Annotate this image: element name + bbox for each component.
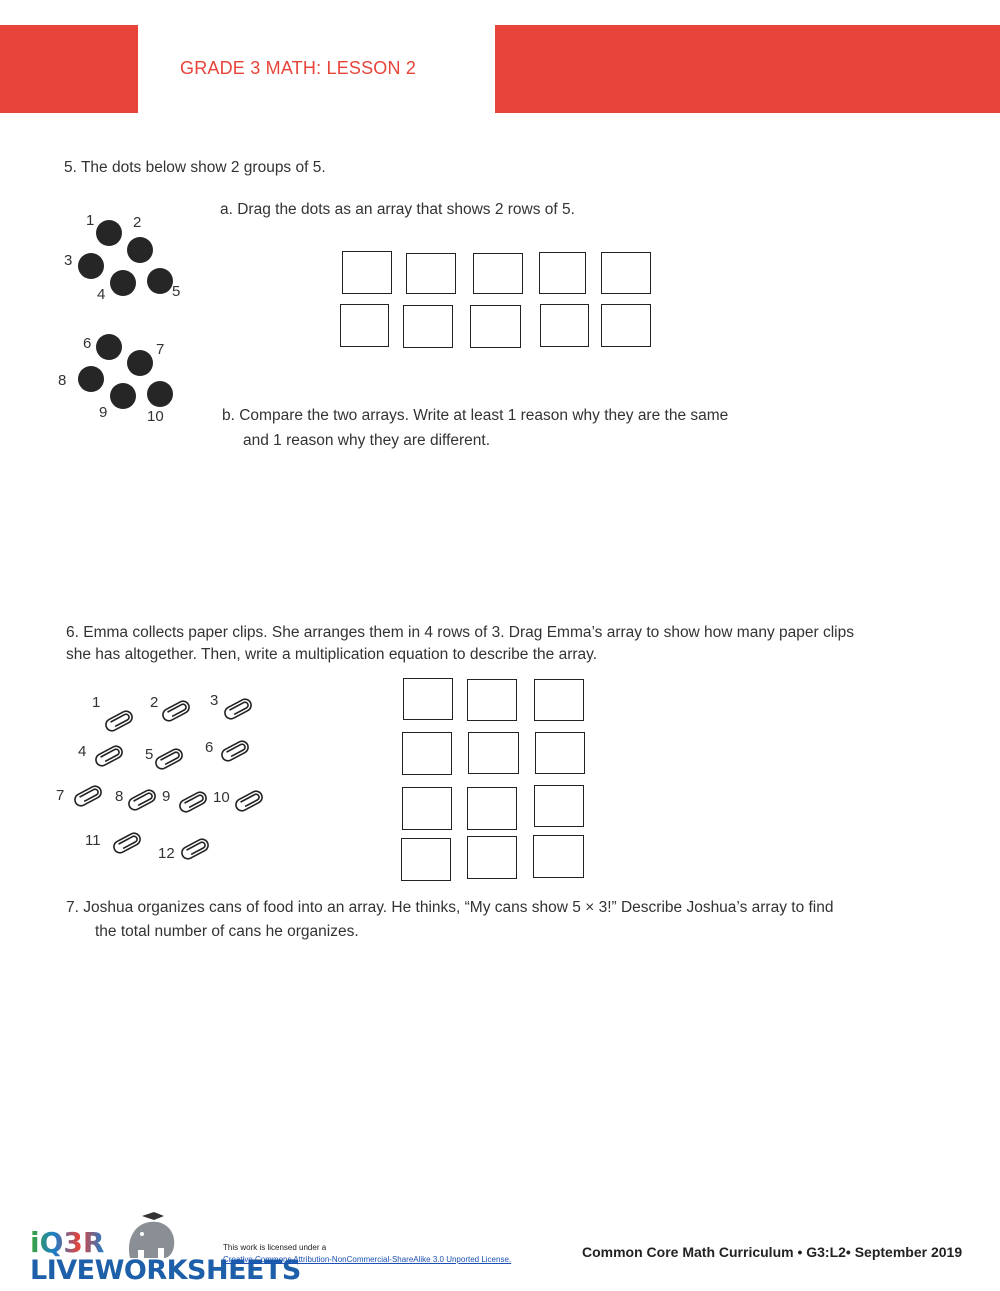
q6-drop-box-r1c2[interactable]	[467, 679, 517, 721]
q6-drop-box-r4c3[interactable]	[533, 835, 584, 878]
page-title: GRADE 3 MATH: LESSON 2	[180, 58, 417, 78]
paper-clip-icon-2[interactable]	[160, 700, 192, 722]
dot-label-2: 2	[133, 214, 142, 231]
q5-drop-box-r2c5[interactable]	[601, 304, 651, 347]
q5-drop-box-r2c4[interactable]	[540, 304, 589, 347]
paper-clip-icon-3[interactable]	[222, 698, 254, 720]
clip-label-10: 10	[213, 789, 230, 806]
q5-part-b-line2: and 1 reason why they are different.	[243, 432, 491, 449]
clip-label-8: 8	[115, 788, 124, 805]
q6-drop-box-r4c1[interactable]	[401, 838, 451, 881]
drag-dot-2[interactable]	[127, 237, 153, 263]
q6-drop-box-r4c2[interactable]	[467, 836, 517, 879]
paper-clip-icon-6[interactable]	[219, 740, 251, 762]
q5-drop-box-r2c1[interactable]	[340, 304, 389, 347]
header-band-left	[0, 25, 138, 113]
q5-drop-box-r2c2[interactable]	[403, 305, 453, 348]
drag-dot-7[interactable]	[127, 350, 153, 376]
q6-drop-box-r3c1[interactable]	[402, 787, 452, 830]
drag-dot-6[interactable]	[96, 334, 122, 360]
dot-label-10: 10	[147, 408, 164, 425]
paper-clip-icon-4[interactable]	[93, 745, 125, 767]
q5-drop-box-r1c1[interactable]	[342, 251, 392, 294]
q5-stem: 5. The dots below show 2 groups of 5.	[64, 159, 326, 176]
drag-dot-10[interactable]	[147, 381, 173, 407]
q6-drop-box-r1c1[interactable]	[403, 678, 453, 720]
q5-drop-box-r1c2[interactable]	[406, 253, 456, 294]
drag-dot-3[interactable]	[78, 253, 104, 279]
drag-dot-4[interactable]	[110, 270, 136, 296]
q6-text-line2: she has altogether. Then, write a multiplication equation to describe the array.	[66, 646, 598, 663]
dot-label-8: 8	[58, 372, 67, 389]
q5-drop-box-r1c3[interactable]	[473, 253, 523, 294]
q6-drop-box-r3c2[interactable]	[467, 787, 517, 830]
clip-label-1: 1	[92, 694, 101, 711]
dot-label-3: 3	[64, 252, 73, 269]
logo-top-text: iQ3R	[30, 1226, 105, 1259]
liveworksheets-logo: LIVEWORKSHEETS	[30, 1255, 301, 1286]
paper-clip-icon-9[interactable]	[177, 791, 209, 813]
dot-label-6: 6	[83, 335, 92, 352]
clip-label-12: 12	[158, 845, 175, 862]
paper-clip-icon-1[interactable]	[103, 710, 135, 732]
drag-dot-1[interactable]	[96, 220, 122, 246]
q5-drop-box-r1c5[interactable]	[601, 252, 651, 294]
clip-label-7: 7	[56, 787, 65, 804]
q6-drop-box-r2c3[interactable]	[535, 732, 585, 774]
q5-part-b-line1: b. Compare the two arrays. Write at least 1 reason why they are the same	[222, 407, 729, 424]
paper-clip-icon-7[interactable]	[72, 785, 104, 807]
curriculum-footer: Common Core Math Curriculum • G3:L2• September 2019	[582, 1244, 963, 1260]
clip-label-2: 2	[150, 694, 159, 711]
q6-drop-box-r2c1[interactable]	[402, 732, 452, 775]
dot-label-9: 9	[99, 404, 108, 421]
paper-clip-icon-11[interactable]	[111, 832, 143, 854]
q6-drop-box-r1c3[interactable]	[534, 679, 584, 721]
q6-text-line1: 6. Emma collects paper clips. She arranges them in 4 rows of 3. Drag Emma’s array to show how many paper clips	[66, 624, 854, 641]
dot-label-4: 4	[97, 286, 106, 303]
q6-drop-box-r3c3[interactable]	[534, 785, 584, 827]
dot-label-5: 5	[172, 283, 181, 300]
clip-label-5: 5	[145, 746, 154, 763]
q7-text-line2: the total number of cans he organizes.	[95, 923, 359, 940]
paper-clip-icon-10[interactable]	[233, 790, 265, 812]
drag-dot-9[interactable]	[110, 383, 136, 409]
paper-clip-icon-12[interactable]	[179, 838, 211, 860]
license-link[interactable]: Creative Commons Attribution-NonCommercial-ShareAlike 3.0 Unported License.	[223, 1255, 512, 1264]
license-notice	[223, 1242, 511, 1266]
header-band-right	[495, 25, 1000, 113]
clip-label-6: 6	[205, 739, 214, 756]
clip-label-11: 11	[85, 832, 101, 849]
clip-label-3: 3	[210, 692, 219, 709]
clip-label-9: 9	[162, 788, 171, 805]
clip-label-4: 4	[78, 743, 87, 760]
q7-text-line1: 7. Joshua organizes cans of food into an array. He thinks, “My cans show 5 × 3!” Describe Joshua’s array to find	[66, 899, 834, 916]
q5-drop-box-r1c4[interactable]	[539, 252, 586, 294]
paper-clip-icon-5[interactable]	[153, 748, 185, 770]
q6-drop-box-r2c2[interactable]	[468, 732, 519, 774]
license-line: This work is licensed under a	[223, 1243, 327, 1252]
dot-label-7: 7	[156, 341, 165, 358]
dot-label-1: 1	[86, 212, 95, 229]
drag-dot-8[interactable]	[78, 366, 104, 392]
q5-drop-box-r2c3[interactable]	[470, 305, 521, 348]
q5-part-a: a. Drag the dots as an array that shows 2 rows of 5.	[220, 201, 575, 218]
paper-clip-icon-8[interactable]	[126, 789, 158, 811]
drag-dot-5[interactable]	[147, 268, 173, 294]
